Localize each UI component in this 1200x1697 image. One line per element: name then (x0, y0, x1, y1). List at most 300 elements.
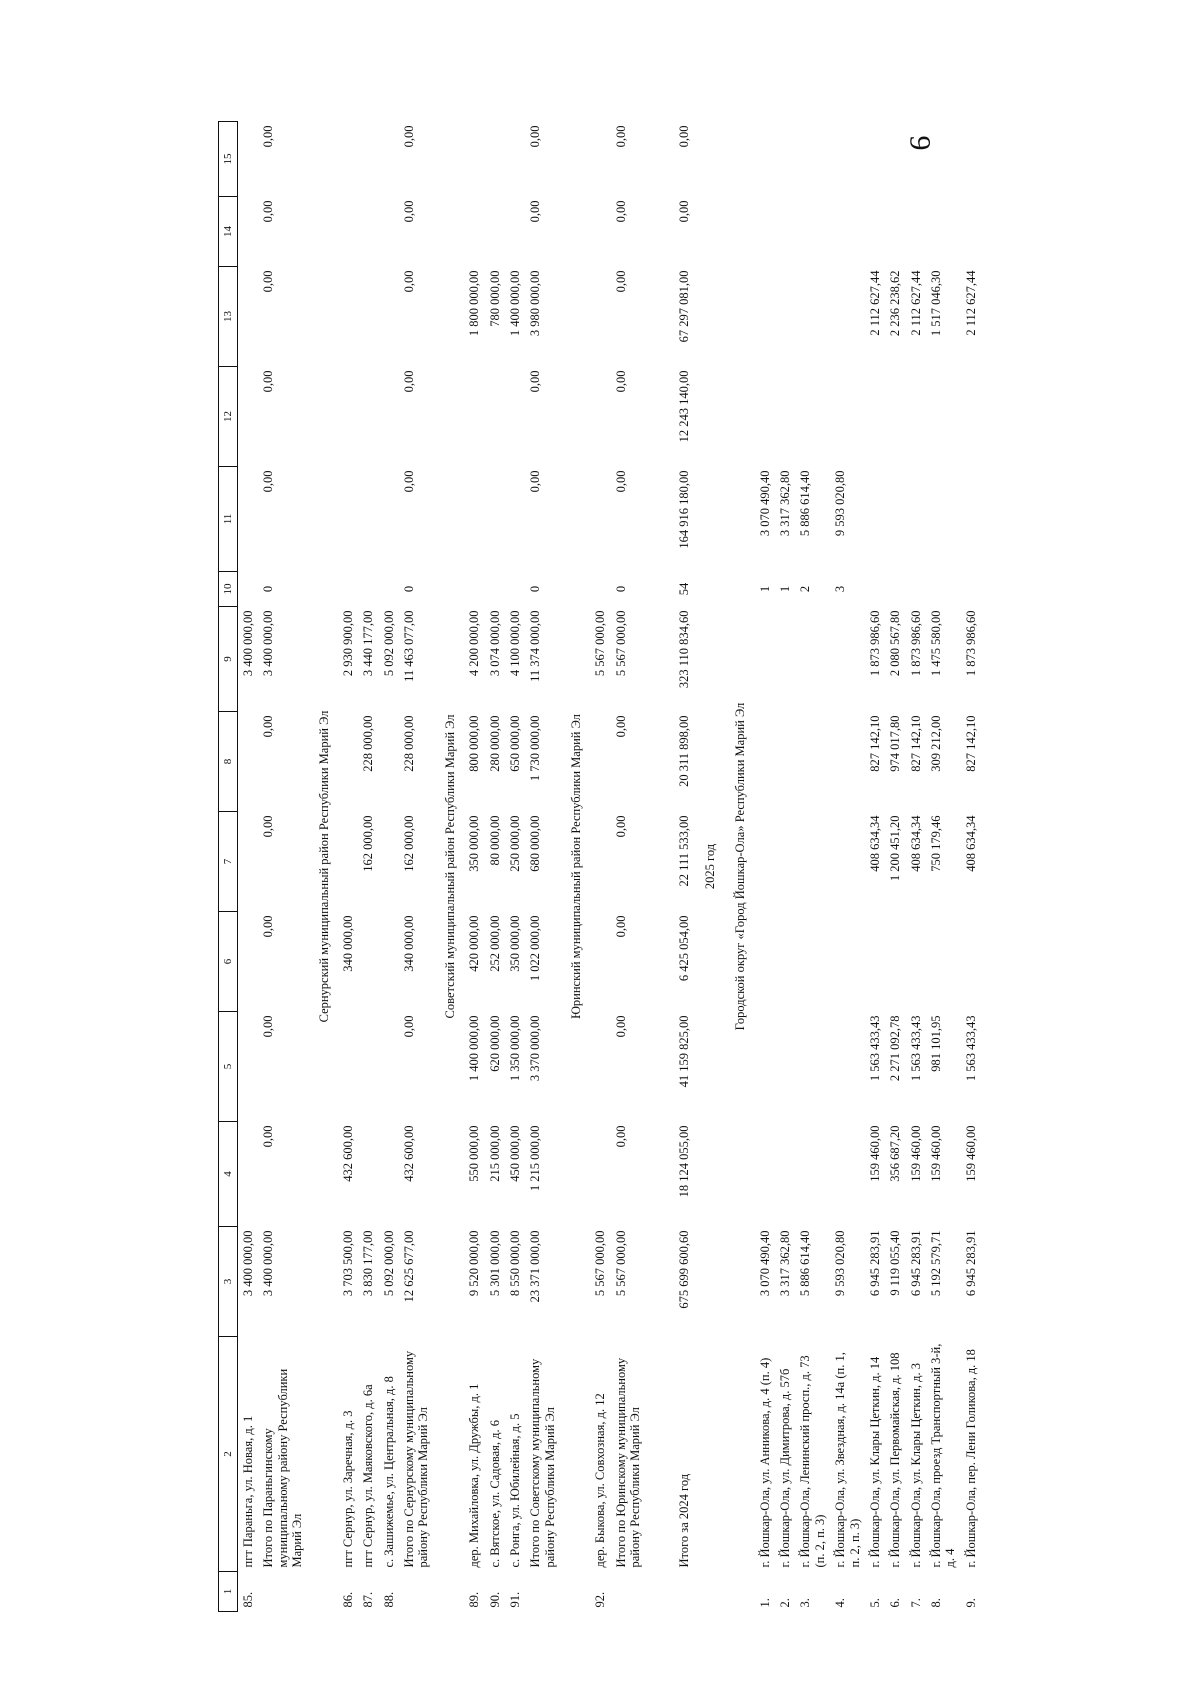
value-cell-col13 (755, 267, 775, 367)
value-cell-col15: 0,00 (261, 125, 276, 148)
value-cell-col7 (338, 812, 358, 912)
value-cell-col15 (238, 122, 259, 197)
value-cell-col3: 6 945 283,91 (867, 1230, 882, 1297)
value-cell-col6: 252 000,00 (487, 915, 502, 972)
section-title: Советский муниципальный район Республики Марий Эл (442, 714, 457, 1019)
value-cell-col3: 5 567 000,00 (613, 1230, 628, 1297)
value-cell-col15 (830, 122, 865, 197)
row-number: 9. (963, 1598, 978, 1608)
value-cell-col8: 0,00 (613, 715, 628, 738)
value-cell-col11 (865, 467, 885, 572)
total-row (399, 122, 434, 1612)
value-cell-col6: 340 000,00 (340, 915, 355, 972)
value-cell-col8: 800 000,00 (467, 715, 482, 772)
row-number (525, 1572, 560, 1612)
value-cell-col6 (865, 912, 885, 1012)
value-cell-col15 (505, 122, 525, 197)
value-cell-col10 (464, 572, 484, 607)
table-row (358, 122, 378, 1612)
column-number-7: 7 (219, 812, 238, 912)
value-cell-col14: 0,00 (402, 200, 416, 223)
value-cell-col7: 408 634,34 (908, 815, 923, 872)
column-number-9: 9 (219, 607, 238, 712)
value-cell-col14 (379, 197, 399, 267)
row-number: 92. (593, 1591, 608, 1608)
value-cell-col13 (590, 267, 610, 367)
value-cell-col9: 3 400 000,00 (261, 610, 276, 677)
value-cell-col3: 3 703 500,00 (340, 1230, 355, 1297)
row-number: 91. (507, 1591, 522, 1608)
table-row (485, 122, 505, 1612)
column-number-11: 11 (219, 467, 238, 572)
value-cell-col6 (775, 912, 795, 1012)
value-cell-col11: 5 886 614,40 (798, 470, 813, 537)
value-cell-col15: 0,00 (613, 125, 628, 148)
value-cell-col10 (961, 572, 981, 607)
value-cell-col12 (885, 367, 905, 467)
value-cell-col14 (775, 197, 795, 267)
value-cell-col12 (795, 367, 830, 467)
value-cell-col8: 280 000,00 (487, 715, 502, 772)
value-cell-col5: 1 563 433,43 (867, 1015, 882, 1082)
value-cell-col13: 1 517 046,30 (929, 270, 943, 337)
value-cell-col6 (926, 912, 961, 1012)
value-cell-col5: 2 271 092,78 (888, 1015, 903, 1082)
row-number: 6. (888, 1598, 903, 1608)
value-cell-col9: 5 092 000,00 (381, 610, 396, 677)
value-cell-col14 (906, 197, 926, 267)
column-number-3: 3 (219, 1227, 238, 1337)
value-cell-col7: 162 000,00 (361, 815, 376, 872)
value-cell-col5 (338, 1012, 358, 1122)
value-cell-col15 (961, 122, 981, 197)
value-cell-col4: 356 687,20 (888, 1125, 903, 1182)
value-cell-col13: 2 112 627,44 (867, 270, 882, 336)
value-cell-col6 (590, 912, 610, 1012)
value-cell-col6: 350 000,00 (507, 915, 522, 972)
value-cell-col11 (961, 467, 981, 572)
value-cell-col5: 981 101,95 (929, 1015, 943, 1072)
value-cell-col9: 3 440 177,00 (361, 610, 376, 677)
value-cell-col12 (830, 367, 865, 467)
section-heading-row (724, 122, 754, 1612)
value-cell-col15: 0,00 (402, 125, 416, 148)
address-cell: г. Йошкар-Ола, ул. Анникова, д. 4 (п. 4) (757, 1357, 772, 1568)
table-row (865, 122, 885, 1612)
value-cell-col4: 0,00 (261, 1125, 276, 1148)
address-cell: с. Зашижемье, ул. Центральная, д. 8 (381, 1376, 396, 1568)
value-cell-col11: 3 317 362,80 (778, 470, 792, 537)
value-cell-col9: 2 080 567,80 (888, 610, 903, 677)
value-cell-col15 (795, 122, 830, 197)
value-cell-col4 (238, 1122, 259, 1227)
column-number-14: 14 (219, 197, 238, 267)
section-title: Городской округ «Город Йошкар-Ола» Республики Марий Эл (733, 702, 748, 1031)
table-row (926, 122, 961, 1612)
value-cell-col7 (830, 812, 865, 912)
value-cell-col4 (590, 1122, 610, 1227)
value-cell-col11: 0,00 (528, 470, 543, 493)
value-cell-col10 (379, 572, 399, 607)
value-cell-col10: 1 (757, 585, 772, 593)
column-number-4: 4 (219, 1122, 238, 1227)
row-number (399, 1572, 434, 1612)
value-cell-col8 (238, 712, 259, 812)
value-cell-col8: 650 000,00 (507, 715, 522, 772)
value-cell-col13: 2 112 627,44 (963, 270, 978, 336)
column-number-5: 5 (219, 1012, 238, 1122)
value-cell-col9 (795, 607, 830, 712)
value-cell-col14 (590, 197, 610, 267)
value-cell-col7: 0,00 (261, 815, 276, 838)
row-number: 2. (778, 1598, 792, 1608)
column-number-12: 12 (219, 367, 238, 467)
row-number: 4. (833, 1598, 848, 1608)
value-cell-col7 (238, 812, 259, 912)
value-cell-col9: 5 567 000,00 (593, 610, 608, 677)
value-cell-col6: 1 022 000,00 (528, 915, 543, 982)
value-cell-col7 (755, 812, 775, 912)
table-row (775, 122, 795, 1612)
value-cell-col9: 2 930 900,00 (340, 610, 355, 677)
value-cell-col4: 159 460,00 (908, 1125, 923, 1182)
value-cell-col6: 0,00 (261, 915, 276, 938)
total-row (674, 122, 694, 1612)
column-number-8: 8 (219, 712, 238, 812)
value-cell-col13 (358, 267, 378, 367)
value-cell-col10 (238, 572, 259, 607)
value-cell-col14 (865, 197, 885, 267)
table-row (795, 122, 830, 1612)
value-cell-col12 (865, 367, 885, 467)
column-number-6: 6 (219, 912, 238, 1012)
value-cell-col5: 620 000,00 (487, 1015, 502, 1072)
table-row (379, 122, 399, 1612)
value-cell-col12 (775, 367, 795, 467)
row-number: 8. (929, 1598, 943, 1608)
value-cell-col4: 18 124 055,00 (676, 1125, 691, 1198)
value-cell-col7: 22 111 533,00 (676, 815, 691, 887)
value-cell-col12 (238, 367, 259, 467)
row-number: 1. (757, 1598, 772, 1608)
value-cell-col11: 0,00 (402, 470, 416, 493)
value-cell-col11 (464, 467, 484, 572)
value-cell-col13 (379, 267, 399, 367)
value-cell-col4 (775, 1122, 795, 1227)
value-cell-col11 (906, 467, 926, 572)
value-cell-col5 (238, 1012, 259, 1122)
value-cell-col4 (795, 1122, 830, 1227)
value-cell-col11 (485, 467, 505, 572)
value-cell-col7: 408 634,34 (867, 815, 882, 872)
value-cell-col12: 12 243 140,00 (676, 370, 691, 443)
row-number: 5. (867, 1598, 882, 1608)
value-cell-col8 (379, 712, 399, 812)
value-cell-col6: 6 425 054,00 (676, 915, 691, 982)
table-row (590, 122, 610, 1612)
value-cell-col4: 450 000,00 (507, 1125, 522, 1182)
address-cell: Итого по Советскому муниципальному району Республики Марий Эл (528, 1358, 557, 1568)
value-cell-col4: 159 460,00 (963, 1125, 978, 1182)
value-cell-col7: 1 200 451,20 (888, 815, 903, 882)
value-cell-col3: 8 550 000,00 (507, 1230, 522, 1297)
value-cell-col12 (338, 367, 358, 467)
value-cell-col11 (238, 467, 259, 572)
value-cell-col4 (830, 1122, 865, 1227)
value-cell-col7: 0,00 (613, 815, 628, 838)
value-cell-col12 (961, 367, 981, 467)
value-cell-col10: 1 (778, 585, 792, 593)
value-cell-col9: 4 100 000,00 (507, 610, 522, 677)
row-number (611, 1572, 646, 1612)
value-cell-col10 (590, 572, 610, 607)
value-cell-col9: 3 074 000,00 (487, 610, 502, 677)
value-cell-col6: 420 000,00 (467, 915, 482, 972)
value-cell-col15 (485, 122, 505, 197)
value-cell-col6 (379, 912, 399, 1012)
value-cell-col10: 0 (528, 585, 543, 593)
value-cell-col13: 0,00 (402, 270, 416, 293)
value-cell-col4: 215 000,00 (487, 1125, 502, 1182)
value-cell-col6 (961, 912, 981, 1012)
section-heading-row (434, 122, 464, 1612)
budget-table (218, 121, 981, 1612)
value-cell-col11 (926, 467, 961, 572)
value-cell-col4: 0,00 (613, 1125, 628, 1148)
value-cell-col7: 680 000,00 (528, 815, 543, 872)
value-cell-col11: 9 593 020,80 (833, 470, 848, 537)
value-cell-col8 (338, 712, 358, 812)
value-cell-col11: 164 916 180,00 (676, 470, 691, 549)
value-cell-col13 (795, 267, 830, 367)
value-cell-col14 (338, 197, 358, 267)
value-cell-col14: 0,00 (613, 200, 628, 223)
value-cell-col14 (830, 197, 865, 267)
value-cell-col4: 159 460,00 (867, 1125, 882, 1182)
value-cell-col8 (590, 712, 610, 812)
value-cell-col13: 1 800 000,00 (467, 270, 482, 337)
address-cell: г. Йошкар-Ола, ул. Димитрова, д. 57б (778, 1368, 792, 1568)
value-cell-col7: 80 000,00 (487, 815, 502, 866)
address-cell: г. Йошкар-Ола, ул. Клары Цеткин, д. 14 (867, 1356, 882, 1568)
value-cell-col12 (590, 367, 610, 467)
value-cell-col3: 6 945 283,91 (963, 1230, 978, 1297)
value-cell-col12 (485, 367, 505, 467)
value-cell-col3: 23 371 000,00 (528, 1230, 543, 1303)
value-cell-col9: 323 110 834,60 (676, 610, 691, 689)
value-cell-col8: 228 000,00 (361, 715, 376, 772)
value-cell-col8 (755, 712, 775, 812)
value-cell-col15 (775, 122, 795, 197)
value-cell-col5: 41 159 825,00 (676, 1015, 691, 1088)
table-row (830, 122, 865, 1612)
address-cell: дер. Михайловка, ул. Дружбы, д. 1 (467, 1383, 482, 1568)
value-cell-col3: 9 119 055,40 (888, 1230, 903, 1296)
address-cell: пгт Параньга, ул. Новая, д. 1 (241, 1415, 255, 1568)
value-cell-col10 (358, 572, 378, 607)
address-cell: г. Йошкар-Ола, ул. Звездная, д. 14а (п. 1, п. 2, п. 3) (833, 1352, 862, 1568)
value-cell-col15 (379, 122, 399, 197)
value-cell-col14 (961, 197, 981, 267)
value-cell-col3: 675 699 600,60 (676, 1230, 691, 1309)
column-number-header (219, 122, 238, 1612)
value-cell-col3: 9 520 000,00 (467, 1230, 482, 1297)
address-cell: Итого по Параньгинскому муниципальному району Республики Марий Эл (261, 1368, 305, 1568)
value-cell-col15 (338, 122, 358, 197)
value-cell-col3: 3 400 000,00 (241, 1230, 255, 1297)
value-cell-col9: 11 463 077,00 (402, 610, 416, 682)
table-row (505, 122, 525, 1612)
address-cell: с. Вятское, ул. Садовая, д. 6 (487, 1419, 502, 1568)
value-cell-col5 (830, 1012, 865, 1122)
value-cell-col6 (906, 912, 926, 1012)
value-cell-col10 (906, 572, 926, 607)
value-cell-col7: 250 000,00 (507, 815, 522, 872)
value-cell-col14 (238, 197, 259, 267)
value-cell-col13: 2 112 627,44 (908, 270, 923, 336)
column-number-15: 15 (219, 122, 238, 197)
value-cell-col12 (926, 367, 961, 467)
value-cell-col3: 6 945 283,91 (908, 1230, 923, 1297)
row-number: 85. (241, 1591, 255, 1608)
value-cell-col6 (795, 912, 830, 1012)
value-cell-col5 (775, 1012, 795, 1122)
value-cell-col10: 0 (261, 585, 276, 593)
value-cell-col3: 3 400 000,00 (261, 1230, 276, 1297)
value-cell-col10 (338, 572, 358, 607)
row-number: 7. (908, 1598, 923, 1608)
value-cell-col14 (485, 197, 505, 267)
value-cell-col13: 1 400 000,00 (507, 270, 522, 337)
row-number: 87. (361, 1591, 376, 1608)
value-cell-col3: 9 593 020,80 (833, 1230, 848, 1297)
table-row (464, 122, 484, 1612)
value-cell-col13 (338, 267, 358, 367)
value-cell-col12: 0,00 (261, 370, 276, 393)
spacer-cell (646, 122, 674, 1612)
value-cell-col9: 3 400 000,00 (241, 610, 255, 677)
value-cell-col12 (358, 367, 378, 467)
value-cell-col4 (358, 1122, 378, 1227)
section-heading-row (694, 122, 724, 1612)
address-cell: пгт Сернур, ул. Маяковского, д. 6а (361, 1384, 376, 1568)
value-cell-col12 (906, 367, 926, 467)
address-cell: Итого по Сернурскому муниципальному району Республики Марий Эл (402, 1350, 431, 1568)
address-cell: Итого за 2024 год (676, 1473, 691, 1568)
value-cell-col10 (926, 572, 961, 607)
value-cell-col15 (926, 122, 961, 197)
value-cell-col5: 0,00 (613, 1015, 628, 1038)
value-cell-col8: 1 730 000,00 (528, 715, 543, 782)
table-row (755, 122, 775, 1612)
value-cell-col8 (795, 712, 830, 812)
value-cell-col7 (775, 812, 795, 912)
value-cell-col9: 1 873 986,60 (908, 610, 923, 677)
value-cell-col5: 3 370 000,00 (528, 1015, 543, 1082)
row-number (258, 1572, 307, 1612)
value-cell-col10 (865, 572, 885, 607)
value-cell-col4: 159 460,00 (929, 1125, 943, 1182)
value-cell-col9: 11 374 000,00 (528, 610, 543, 682)
value-cell-col15 (865, 122, 885, 197)
value-cell-col5 (755, 1012, 775, 1122)
value-cell-col3: 12 625 677,00 (402, 1230, 416, 1303)
value-cell-col14 (464, 197, 484, 267)
value-cell-col9 (775, 607, 795, 712)
table-row (885, 122, 905, 1612)
value-cell-col8: 0,00 (261, 715, 276, 738)
value-cell-col10 (485, 572, 505, 607)
value-cell-col11 (590, 467, 610, 572)
row-number: 88. (381, 1591, 396, 1608)
value-cell-col10 (505, 572, 525, 607)
value-cell-col11: 0,00 (613, 470, 628, 493)
value-cell-col5: 1 400 000,00 (467, 1015, 482, 1082)
table-row (961, 122, 981, 1612)
value-cell-col4 (379, 1122, 399, 1227)
section-heading-row (560, 122, 590, 1612)
value-cell-col7 (795, 812, 830, 912)
value-cell-col15 (464, 122, 484, 197)
value-cell-col3: 5 301 000,00 (487, 1230, 502, 1297)
value-cell-col9 (755, 607, 775, 712)
value-cell-col12 (505, 367, 525, 467)
address-cell: г. Йошкар-Ола, Ленинский просп., д. 73 (п. 2, п. 3) (798, 1355, 827, 1568)
value-cell-col3: 3 070 490,40 (757, 1230, 772, 1297)
value-cell-col11: 3 070 490,40 (757, 470, 772, 537)
value-cell-col8 (775, 712, 795, 812)
value-cell-col5 (590, 1012, 610, 1122)
value-cell-col14 (926, 197, 961, 267)
value-cell-col14: 0,00 (261, 200, 276, 223)
column-number-1: 1 (219, 1572, 238, 1612)
table-row (338, 122, 358, 1612)
value-cell-col15 (885, 122, 905, 197)
address-cell: г. Йошкар-Ола, ул. Первомайская, д. 108 (888, 1352, 903, 1568)
table-body (238, 122, 982, 1612)
value-cell-col12 (464, 367, 484, 467)
value-cell-col3: 3 830 177,00 (361, 1230, 376, 1297)
value-cell-col9: 1 475 580,00 (929, 610, 943, 677)
value-cell-col11 (505, 467, 525, 572)
value-cell-col12: 0,00 (528, 370, 543, 393)
value-cell-col14 (755, 197, 775, 267)
address-cell: пгт Сернур, ул. Заречная, д. 3 (340, 1410, 355, 1568)
value-cell-col13: 2 236 238,62 (888, 270, 903, 337)
column-number-13: 13 (219, 267, 238, 367)
value-cell-col8: 309 212,00 (929, 715, 943, 772)
address-cell: Итого по Юринскому муниципальному району Республики Марий Эл (613, 1357, 643, 1568)
value-cell-col13 (830, 267, 865, 367)
row-number: 3. (798, 1598, 813, 1608)
value-cell-col8: 827 142,10 (908, 715, 923, 772)
value-cell-col11: 0,00 (261, 470, 276, 493)
value-cell-col4 (755, 1122, 775, 1227)
value-cell-col11 (885, 467, 905, 572)
value-cell-col7: 750 179,46 (929, 815, 943, 872)
value-cell-col13: 780 000,00 (487, 270, 502, 327)
value-cell-col11 (358, 467, 378, 572)
table-row (238, 122, 259, 1612)
value-cell-col7 (379, 812, 399, 912)
value-cell-col10: 54 (676, 582, 691, 596)
value-cell-col13: 0,00 (613, 270, 628, 293)
value-cell-col3: 5 092 000,00 (381, 1230, 396, 1297)
value-cell-col6 (238, 912, 259, 1012)
value-cell-col12 (379, 367, 399, 467)
column-number-10: 10 (219, 572, 238, 607)
value-cell-col9: 5 567 000,00 (613, 610, 628, 677)
